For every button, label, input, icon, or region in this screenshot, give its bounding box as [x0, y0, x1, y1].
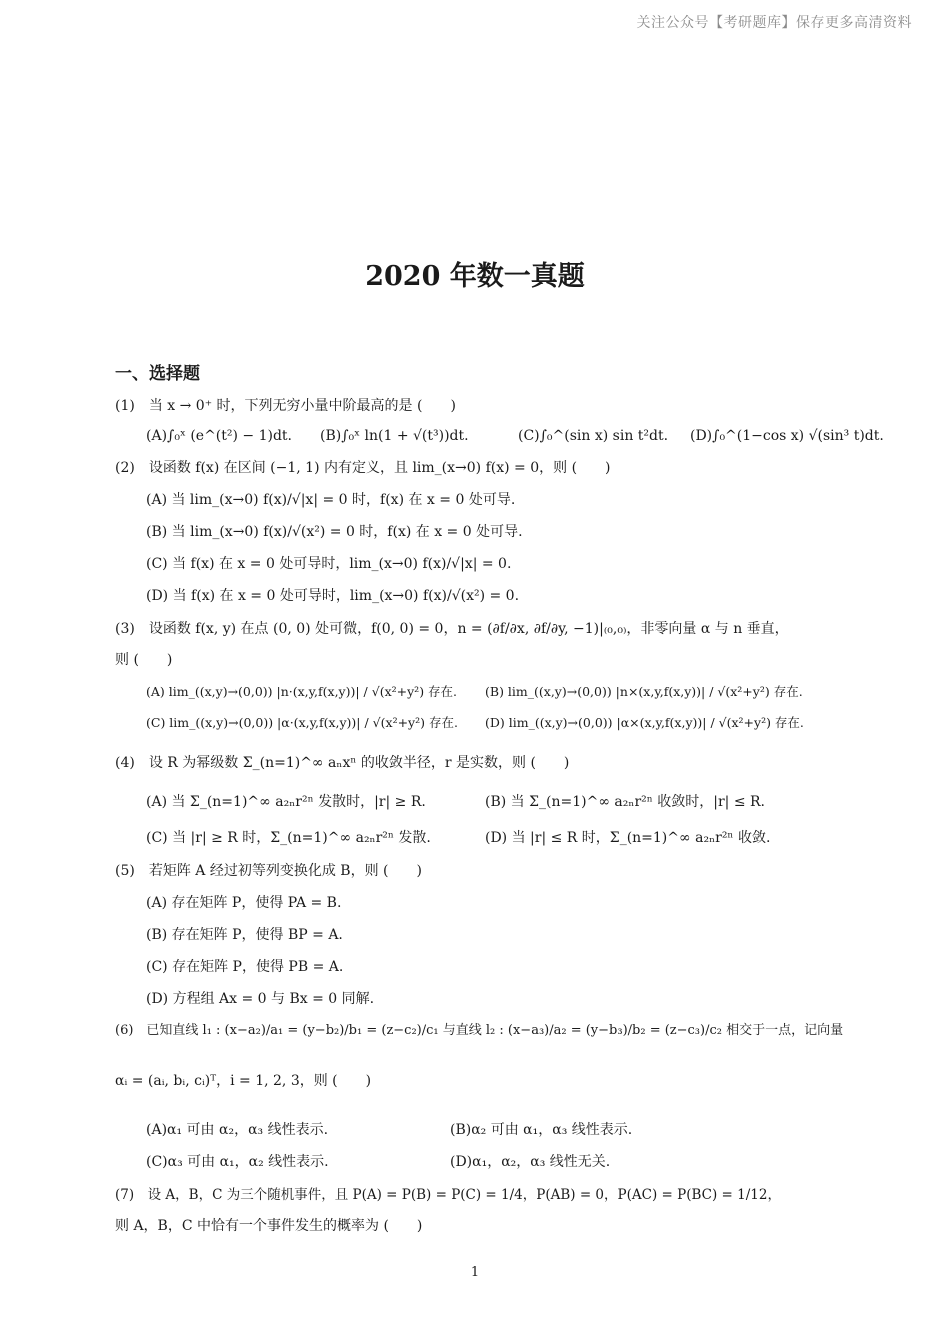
- q2-option-a: (A) 当 lim_(x→0) f(x)/√|x| = 0 时，f(x) 在 x = 0 处可导.: [146, 492, 516, 508]
- q2-option-b: (B) 当 lim_(x→0) f(x)/√(x²) = 0 时，f(x) 在 x = 0 处可导.: [146, 524, 523, 540]
- q4-option-a: (A) 当 Σ_(n=1)^∞ a₂ₙr²ⁿ 发散时，|r| ≥ R.: [146, 794, 426, 810]
- q4-option-b: (B) 当 Σ_(n=1)^∞ a₂ₙr²ⁿ 收敛时，|r| ≤ R.: [485, 794, 766, 810]
- q6-stem: (6) 已知直线 l₁ : (x−a₂)/a₁ = (y−b₂)/b₁ = (z−c₂)/c₁ 与直线 l₂ : (x−a₃)/a₂ = (y−b₃)/b₂ = (z−c₃)/c₂ 相交于一点，记向量: [115, 1023, 844, 1038]
- q1-option-c: (C)∫₀^(sin x) sin t²dt.: [518, 428, 669, 444]
- q5-option-c: (C) 存在矩阵 P，使得 PB = A.: [146, 959, 344, 975]
- q3-option-c: (C) lim_((x,y)→(0,0)) |α·(x,y,f(x,y))| / √(x²+y²) 存在.: [146, 715, 458, 730]
- q3-stem: (3) 设函数 f(x, y) 在点 (0, 0) 处可微，f(0, 0) = 0，n = (∂f/∂x, ∂f/∂y, −1)|₍₀,₀₎，非零向量 α 与 n 垂直，: [115, 621, 789, 637]
- q6-option-a: (A)α₁ 可由 α₂，α₃ 线性表示.: [146, 1122, 329, 1138]
- q1-stem: (1) 当 x → 0⁺ 时，下列无穷小量中阶最高的是 ( ): [115, 398, 456, 414]
- q6-stem-cont: αᵢ = (aᵢ, bᵢ, cᵢ)ᵀ，i = 1, 2, 3，则 ( ): [115, 1073, 372, 1089]
- q7-stem: (7) 设 A，B，C 为三个随机事件，且 P(A) = P(B) = P(C) = 1/4，P(AB) = 0，P(AC) = P(BC) = 1/12，: [115, 1187, 781, 1203]
- q5-option-a: (A) 存在矩阵 P，使得 PA = B.: [146, 895, 342, 911]
- q2-option-d: (D) 当 f(x) 在 x = 0 处可导时，lim_(x→0) f(x)/√(x²) = 0.: [146, 588, 520, 604]
- q6-option-b: (B)α₂ 可由 α₁，α₃ 线性表示.: [450, 1122, 633, 1138]
- q2-stem: (2) 设函数 f(x) 在区间 (−1, 1) 内有定义，且 lim_(x→0) f(x) = 0，则 ( ): [115, 460, 611, 476]
- q1-option-b: (B)∫₀ˣ ln(1 + √(t³))dt.: [320, 428, 469, 444]
- watermark-text: 关注公众号【考研题库】保存更多高清资料: [636, 15, 912, 31]
- q6-option-c: (C)α₃ 可由 α₁，α₂ 线性表示.: [146, 1154, 329, 1170]
- q3-option-d: (D) lim_((x,y)→(0,0)) |α×(x,y,f(x,y))| / √(x²+y²) 存在.: [485, 715, 804, 730]
- q4-stem: (4) 设 R 为幂级数 Σ_(n=1)^∞ aₙxⁿ 的收敛半径，r 是实数，则 ( ): [115, 755, 570, 771]
- section-heading: 一、选择题: [115, 364, 200, 384]
- q2-option-c: (C) 当 f(x) 在 x = 0 处可导时，lim_(x→0) f(x)/√|x| = 0.: [146, 556, 512, 572]
- q5-stem: (5) 若矩阵 A 经过初等列变换化成 B，则 ( ): [115, 863, 422, 879]
- q1-option-a: (A)∫₀ˣ (e^(t²) − 1)dt.: [146, 428, 293, 444]
- q3-option-b: (B) lim_((x,y)→(0,0)) |n×(x,y,f(x,y))| / √(x²+y²) 存在.: [485, 684, 803, 699]
- q5-option-d: (D) 方程组 Ax = 0 与 Bx = 0 同解.: [146, 991, 375, 1007]
- q4-option-d: (D) 当 |r| ≤ R 时，Σ_(n=1)^∞ a₂ₙr²ⁿ 收敛.: [485, 830, 771, 846]
- q7-stem-cont: 则 A，B，C 中恰有一个事件发生的概率为 ( ): [115, 1218, 423, 1234]
- page-number: 1: [470, 1265, 480, 1280]
- q3-stem-cont: 则 ( ): [115, 652, 173, 668]
- page-title: 2020 年数一真题: [365, 261, 585, 292]
- q4-option-c: (C) 当 |r| ≥ R 时，Σ_(n=1)^∞ a₂ₙr²ⁿ 发散.: [146, 830, 431, 846]
- q5-option-b: (B) 存在矩阵 P，使得 BP = A.: [146, 927, 343, 943]
- q6-option-d: (D)α₁，α₂，α₃ 线性无关.: [450, 1154, 611, 1170]
- q1-option-d: (D)∫₀^(1−cos x) √(sin³ t)dt.: [690, 428, 884, 444]
- q3-option-a: (A) lim_((x,y)→(0,0)) |n·(x,y,f(x,y))| / √(x²+y²) 存在.: [146, 684, 458, 699]
